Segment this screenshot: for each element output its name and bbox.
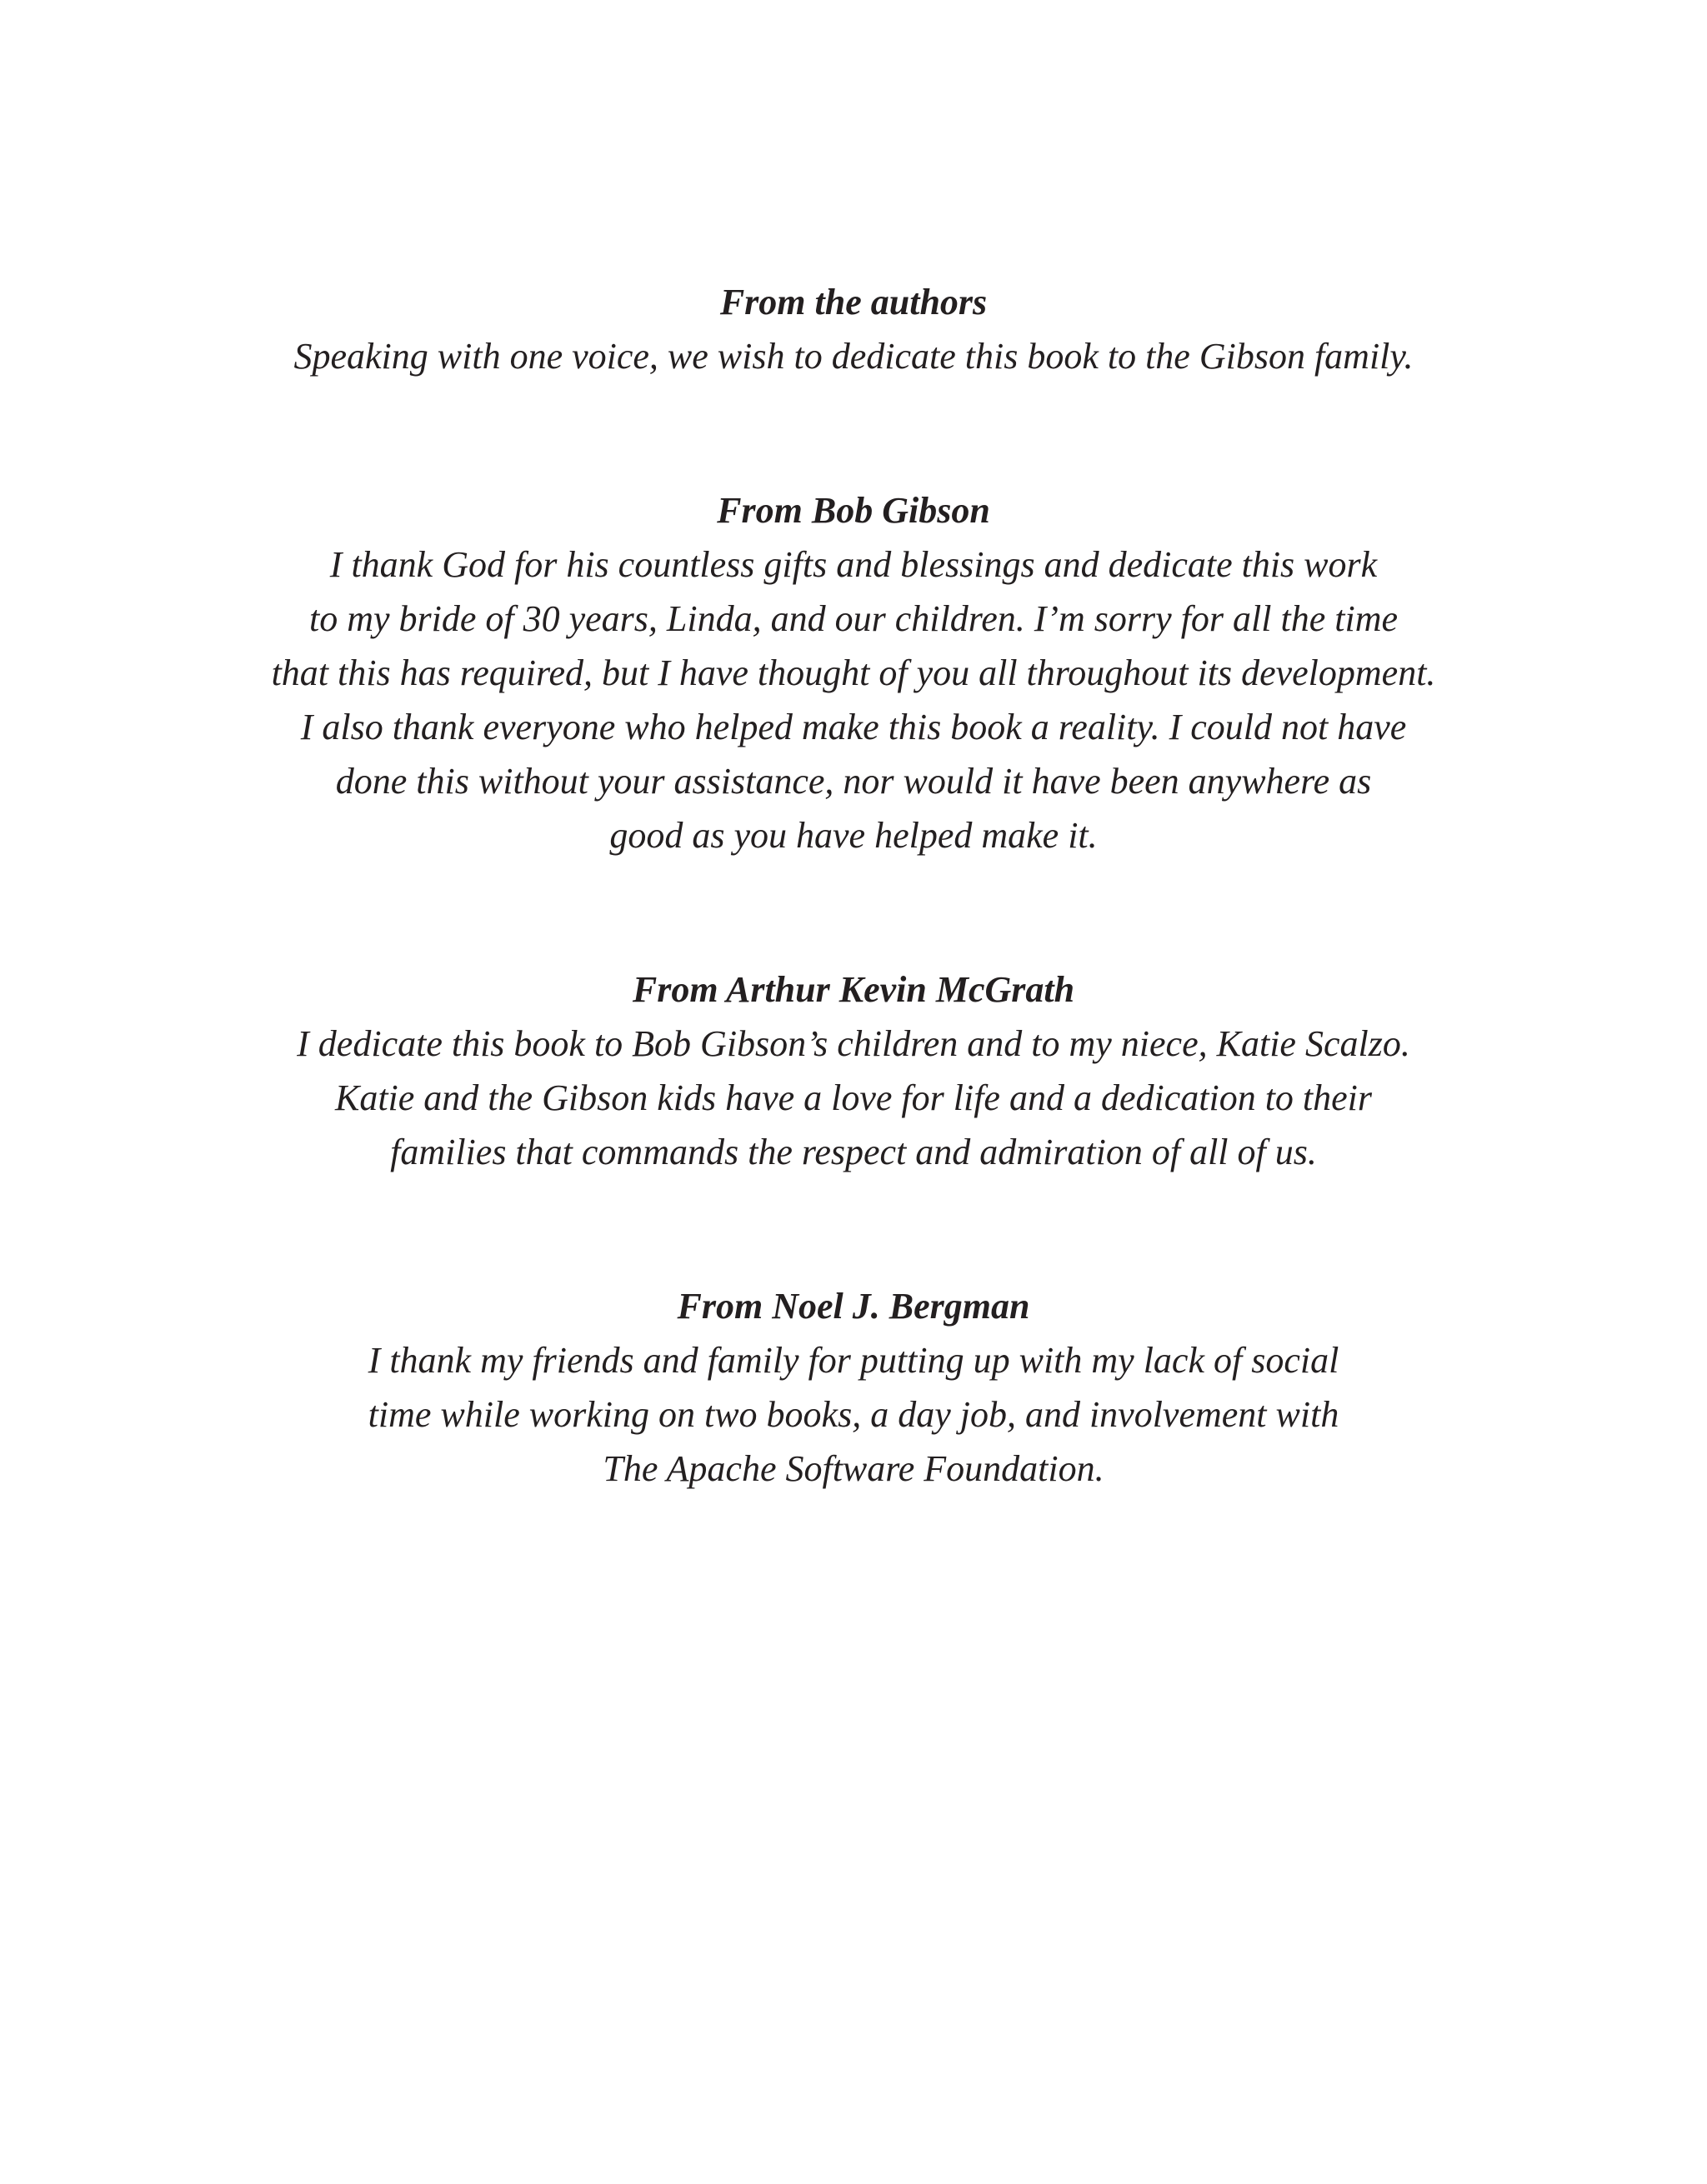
dedication-title: From Noel J. Bergman	[677, 1286, 1030, 1327]
dedications-container	[0, 275, 1707, 1596]
dedication-text	[0, 1017, 1707, 1179]
dedication-title: From the authors	[719, 282, 988, 322]
dedication-title: From Bob Gibson	[717, 490, 990, 531]
dedication-authors	[0, 275, 1707, 383]
dedication-line: families that commands the respect and admiration of all of us.	[390, 1132, 1317, 1172]
dedication-line: I dedicate this book to Bob Gibson’s children and to my niece, Katie Scalzo.	[297, 1023, 1410, 1064]
dedication-line: good as you have helped make it.	[609, 815, 1098, 856]
dedication-noel-j-bergman	[0, 1279, 1707, 1496]
dedication-arthur-kevin-mcgrath	[0, 962, 1707, 1179]
dedication-line: The Apache Software Foundation.	[603, 1448, 1104, 1489]
dedication-line: I thank God for his countless gifts and blessings and dedicate this work	[329, 544, 1378, 585]
dedication-line: I thank my friends and family for putting up with my lack of social	[368, 1340, 1339, 1381]
dedication-text	[0, 1333, 1707, 1496]
dedication-line: that this has required, but I have thought of you all throughout its development.	[271, 652, 1436, 693]
dedication-line: done this without your assistance, nor would it have been anywhere as	[335, 761, 1372, 802]
dedication-line: time while working on two books, a day job, and involvement with	[368, 1394, 1339, 1435]
dedication-line: Katie and the Gibson kids have a love for life and a dedication to their	[334, 1077, 1373, 1118]
dedication-bob-gibson	[0, 483, 1707, 862]
dedication-line: Speaking with one voice, we wish to dedicate this book to the Gibson family.	[293, 336, 1414, 377]
dedication-text	[0, 329, 1707, 383]
dedication-line: to my bride of 30 years, Linda, and our children. I’m sorry for all the time	[308, 598, 1399, 639]
dedication-text	[0, 537, 1707, 862]
dedication-title: From Arthur Kevin McGrath	[632, 969, 1075, 1010]
dedication-line: I also thank everyone who helped make this book a reality. I could not have	[300, 707, 1407, 747]
